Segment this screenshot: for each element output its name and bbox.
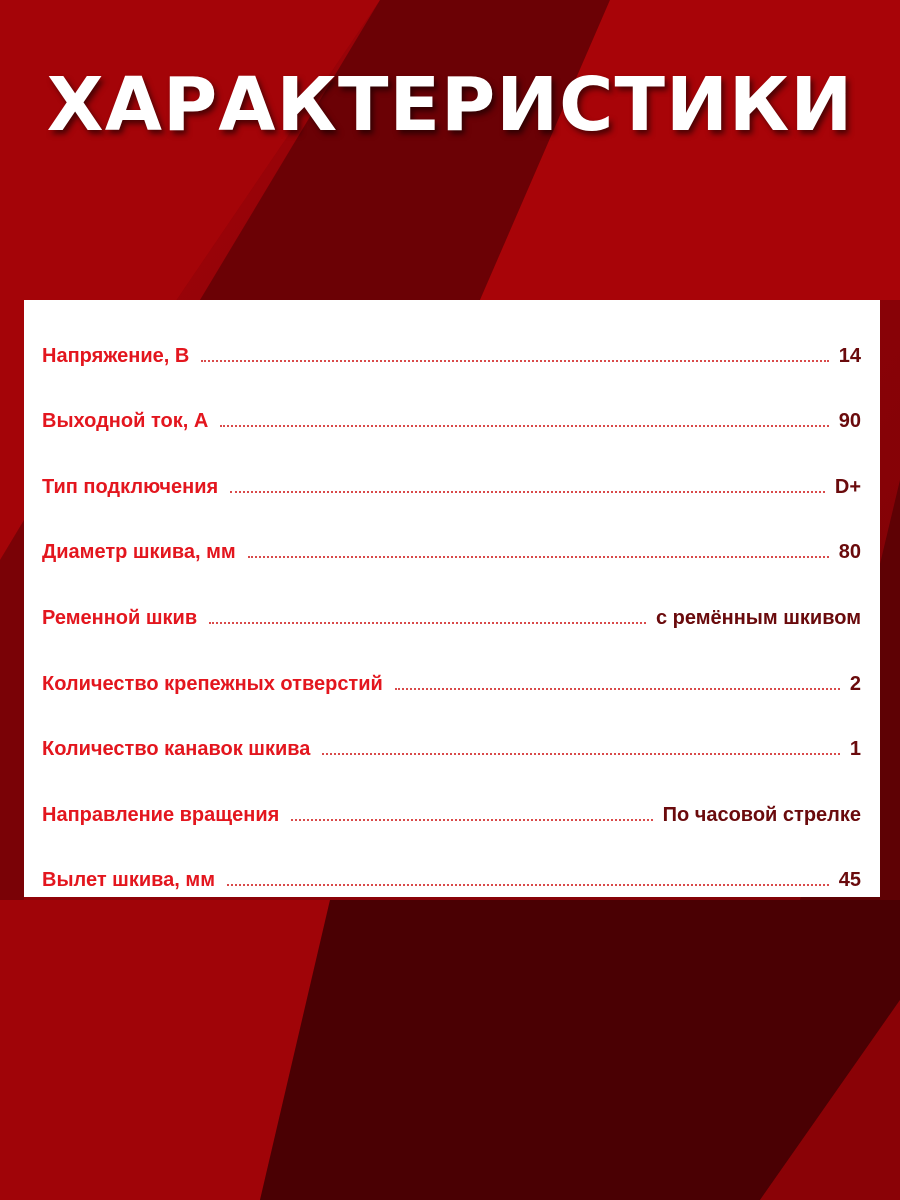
spec-row-rotation-direction: [42, 761, 861, 827]
spec-label: Количество крепежных отверстий: [42, 672, 383, 695]
spec-label: Количество канавок шкива: [42, 738, 311, 761]
dotted-leader: [209, 622, 646, 624]
spec-label: Направление вращения: [42, 803, 280, 826]
spec-value: 1: [849, 738, 861, 761]
spec-value: 2: [849, 672, 861, 695]
spec-label: Вылет шкива, мм: [42, 869, 216, 892]
spec-row-pulley-diameter: [42, 499, 861, 565]
spec-value: 45: [838, 869, 861, 892]
spec-label: Тип подключения: [42, 475, 219, 498]
spec-row-belt-pulley: [42, 564, 861, 630]
spec-row-pulley-offset: [42, 827, 861, 893]
spec-row-voltage: [42, 302, 861, 368]
spec-value: 80: [838, 541, 861, 564]
spec-value: 14: [838, 344, 861, 367]
dotted-leader: [322, 753, 839, 755]
spec-row-mounting-holes: [42, 630, 861, 696]
dotted-leader: [395, 688, 840, 690]
page-title: ХАРАКТЕРИСТИКИ: [46, 62, 854, 148]
spec-label: Диаметр шкива, мм: [42, 541, 236, 564]
spec-value: 90: [838, 410, 861, 433]
spec-row-output-current: [42, 368, 861, 434]
dotted-leader: [248, 556, 829, 558]
spec-value: D+: [834, 475, 861, 498]
dotted-leader: [291, 819, 652, 821]
spec-value: с ремённым шкивом: [655, 606, 861, 629]
dotted-leader: [201, 360, 828, 362]
spec-row-connection-type: [42, 433, 861, 499]
spec-row-pulley-grooves: [42, 696, 861, 762]
specs-panel: [24, 300, 880, 897]
dotted-leader: [227, 884, 829, 886]
spec-value: По часовой стрелке: [662, 803, 861, 826]
spec-label: Выходной ток, А: [42, 410, 209, 433]
dotted-leader: [230, 491, 825, 493]
dotted-leader: [220, 425, 828, 427]
spec-label: Ременной шкив: [42, 606, 198, 629]
spec-label: Напряжение, В: [42, 344, 190, 367]
